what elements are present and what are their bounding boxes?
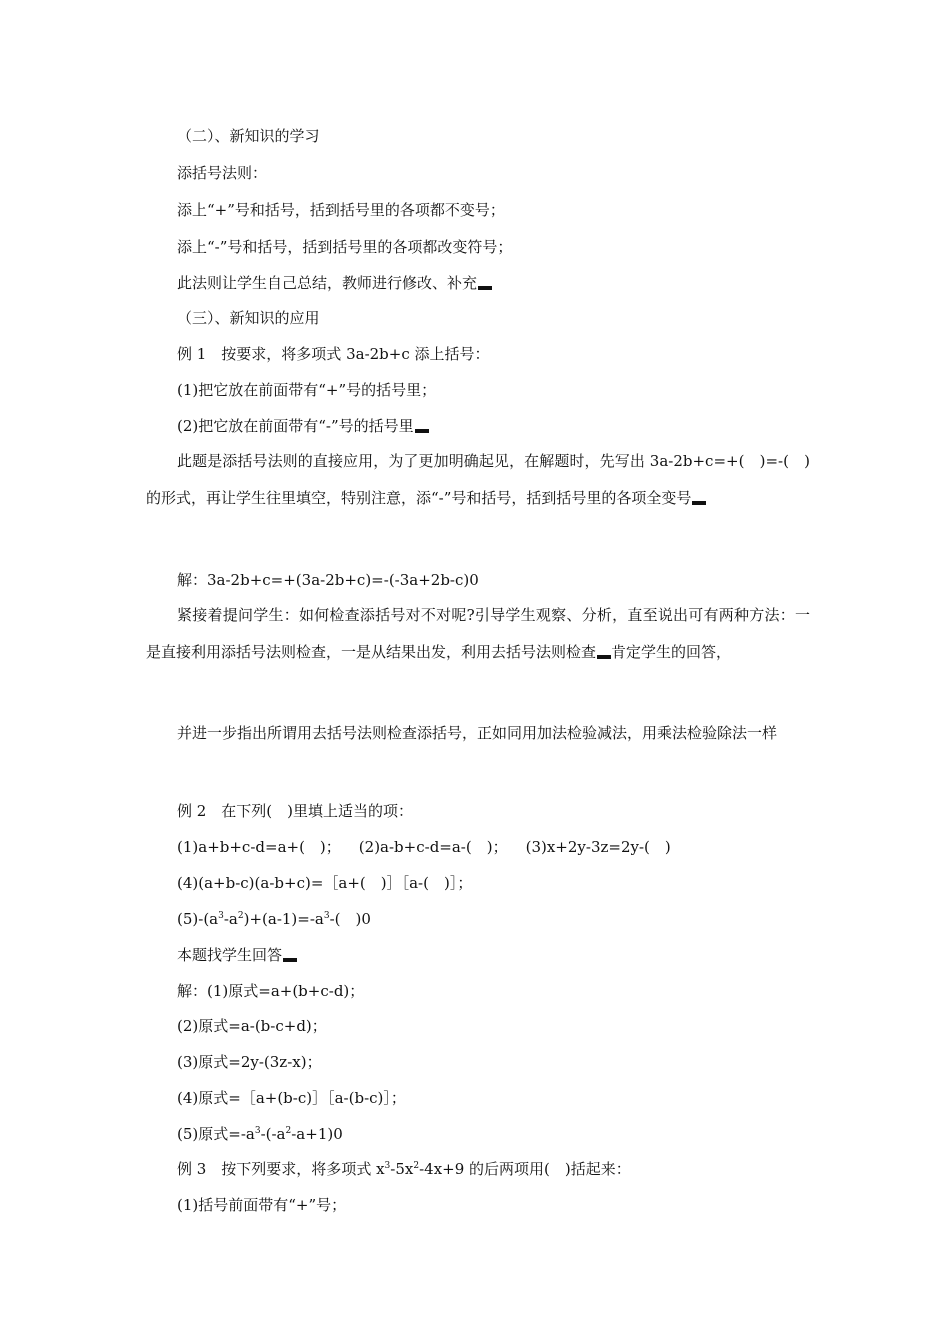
section-heading-2: （二）、新知识的学习 bbox=[177, 127, 320, 145]
answer-3: (3)原式=2y-(3z-x)； bbox=[177, 1053, 322, 1071]
paragraph-check bbox=[146, 597, 810, 671]
expr-part: -( ) bbox=[329, 910, 362, 928]
exponent: 2 bbox=[285, 1126, 292, 1136]
example-2-title: 例 2 在下列( )里填上适当的项： bbox=[177, 802, 414, 820]
end-mark-icon bbox=[597, 649, 611, 659]
example-2-item-1: (1)a+b+c-d=a+( )； bbox=[177, 838, 341, 856]
zero-mark: 0 bbox=[361, 910, 371, 928]
zero-mark: 0 bbox=[333, 1125, 343, 1143]
exponent: 3 bbox=[218, 911, 224, 921]
example-1-item-2-text: (2)把它放在前面带有“-”号的括号里 bbox=[177, 417, 414, 435]
zero-mark: 0 bbox=[469, 571, 479, 589]
exponent: 3 bbox=[323, 911, 330, 921]
expr-part: 例 3 按下列要求，将多项式 x bbox=[177, 1160, 385, 1178]
rule-title: 添括号法则： bbox=[177, 164, 268, 182]
exponent: 2 bbox=[413, 1161, 420, 1171]
end-mark-icon bbox=[283, 952, 297, 962]
example-2-item-5 bbox=[177, 909, 371, 929]
paragraph-explanation-text: 此题是添括号法则的直接应用，为了更加明确起见，在解题时，先写出 3a-2b+c=+( )=-( )的形式，再让学生往里填空，特别注意，添“-”号和括号，括到括号里的各项全变号 bbox=[146, 452, 810, 507]
expr-part: -5x bbox=[390, 1160, 414, 1178]
example-2-note-text: 本题找学生回答 bbox=[177, 946, 283, 964]
example-3-item-1: (1)括号前面带有“+”号； bbox=[177, 1196, 347, 1214]
paragraph-explanation bbox=[146, 443, 810, 517]
expr-part: (5)原式=-a bbox=[177, 1125, 255, 1143]
rule-note-text: 此法则让学生自己总结，教师进行修改、补充 bbox=[177, 274, 478, 292]
expr-part: -a bbox=[223, 910, 238, 928]
expr-part: -(-a bbox=[260, 1125, 286, 1143]
answer-5 bbox=[177, 1124, 343, 1144]
rule-minus: 添上“-”号和括号，括到括号里的各项都改变符号； bbox=[177, 238, 513, 256]
end-mark-icon bbox=[415, 423, 429, 433]
answer-1: 解：(1)原式=a+(b+c-d)； bbox=[177, 982, 365, 1000]
example-2-item-4: (4)(a+b-c)(a-b+c)=［a+( )］［a-( )］； bbox=[177, 874, 473, 892]
example-1-item-1: (1)把它放在前面带有“+”号的括号里； bbox=[177, 381, 437, 399]
expr-part: )+(a-1)=-a bbox=[243, 910, 324, 928]
answer-4: (4)原式=［a+(b-c)］［a-(b-c)］； bbox=[177, 1089, 406, 1107]
expr-part: -4x+9 的后两项用( )括起来： bbox=[419, 1160, 631, 1178]
expr-part: -a+1) bbox=[291, 1125, 334, 1143]
paragraph-check-tail: 肯定学生的回答， bbox=[611, 643, 732, 661]
example-2-note bbox=[177, 945, 297, 965]
section-heading-3: （三）、新知识的应用 bbox=[177, 309, 320, 327]
exponent: 2 bbox=[237, 911, 244, 921]
end-mark-icon bbox=[692, 495, 706, 505]
example-2-item-2: (2)a-b+c-d=a-( )； bbox=[358, 838, 508, 856]
example-2-item-3: (3)x+2y-3z=2y-( ) bbox=[525, 838, 671, 856]
paragraph-check-text: 紧接着提问学生：如何检查添括号对不对呢?引导学生观察、分析，直至说出可有两种方法：一是直接利用添括号法则检查，一是从结果出发，利用去括号法则检查 bbox=[146, 606, 810, 661]
exponent: 3 bbox=[254, 1126, 261, 1136]
exponent: 3 bbox=[384, 1161, 391, 1171]
paragraph-further: 并进一步指出所谓用去括号法则检查添括号，正如同用加法检验减法，用乘法检验除法一样 bbox=[177, 724, 778, 742]
solution-1-text: 解：3a-2b+c=+(3a-2b+c)=-(-3a+2b-c) bbox=[177, 571, 470, 589]
rule-note bbox=[177, 273, 492, 293]
end-mark-icon bbox=[478, 280, 492, 290]
answer-2: (2)原式=a-(b-c+d)； bbox=[177, 1017, 327, 1035]
solution-1 bbox=[177, 570, 479, 590]
example-1-item-2 bbox=[177, 416, 429, 436]
expr-part: (5)-(a bbox=[177, 910, 219, 928]
example-1-title: 例 1 按要求，将多项式 3a-2b+c 添上括号： bbox=[177, 345, 490, 363]
rule-plus: 添上“+”号和括号，括到括号里的各项都不变号； bbox=[177, 201, 505, 219]
example-2-row-1 bbox=[177, 837, 671, 857]
example-3-title bbox=[177, 1159, 631, 1179]
